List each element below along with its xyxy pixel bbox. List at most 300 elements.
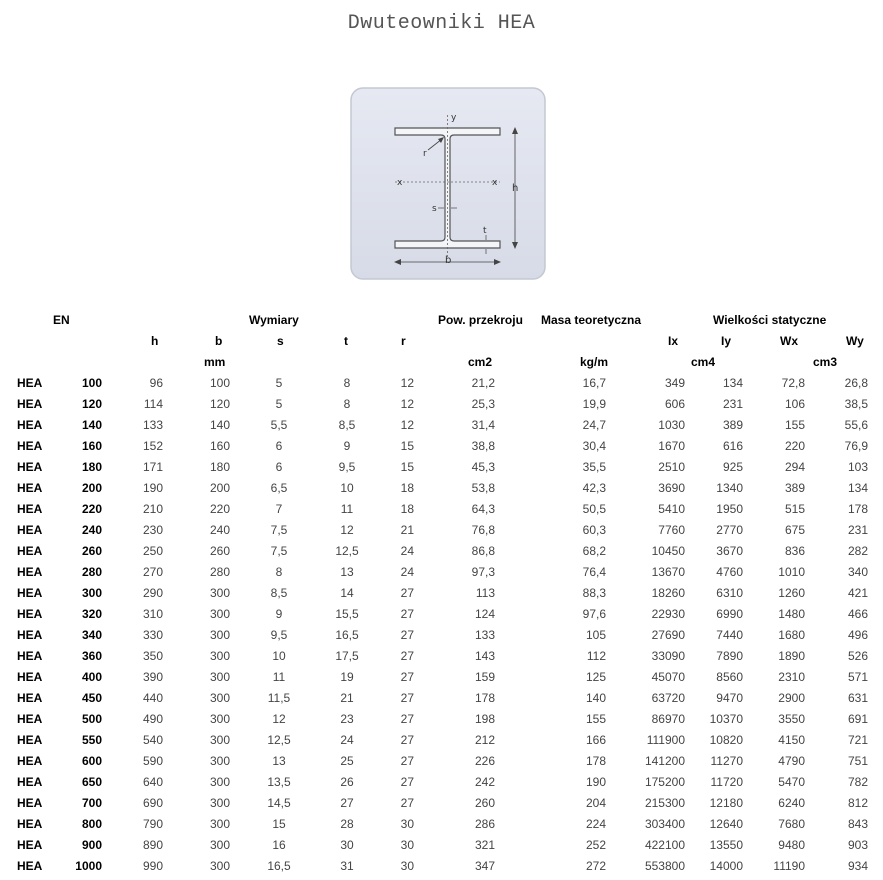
cell-iy: 14000 — [709, 859, 743, 873]
cell-en: 180 — [81, 460, 102, 474]
cell-h: 890 — [142, 838, 163, 852]
cell-r: 27 — [400, 754, 414, 768]
cell-wx: 155 — [784, 418, 805, 432]
cell-type: HEA — [17, 691, 43, 705]
cell-b: 300 — [209, 628, 230, 642]
header-wymiary: Wymiary — [249, 313, 299, 327]
cell-t: 8,5 — [338, 418, 356, 432]
cell-mass: 88,3 — [582, 586, 606, 600]
header-h: h — [151, 334, 159, 348]
table-row — [0, 733, 883, 754]
cell-t: 31 — [340, 859, 354, 873]
cell-wy: 782 — [847, 775, 868, 789]
cell-b: 300 — [209, 586, 230, 600]
cell-iy: 616 — [722, 439, 743, 453]
cell-t: 12,5 — [335, 544, 359, 558]
cell-wx: 1680 — [778, 628, 805, 642]
cell-h: 171 — [142, 460, 163, 474]
cell-h: 114 — [143, 397, 163, 411]
cell-ix: 422100 — [644, 838, 685, 852]
cell-wy: 26,8 — [844, 376, 868, 390]
header-r: r — [401, 334, 406, 348]
diagram-label-x-left: x — [397, 178, 403, 188]
cell-iy: 6310 — [716, 586, 743, 600]
cell-h: 270 — [142, 565, 163, 579]
cell-en: 700 — [81, 796, 102, 810]
cell-area: 242 — [474, 775, 495, 789]
cell-wx: 11190 — [773, 859, 805, 873]
table-row — [0, 838, 883, 859]
cell-type: HEA — [17, 418, 43, 432]
cell-h: 790 — [142, 817, 163, 831]
cell-ix: 606 — [664, 397, 685, 411]
table-row — [0, 439, 883, 460]
cell-en: 320 — [81, 607, 102, 621]
cell-t: 30 — [340, 838, 354, 852]
cell-b: 300 — [209, 775, 230, 789]
diagram-label-b: b — [445, 255, 452, 266]
cell-wx: 4790 — [778, 754, 805, 768]
cell-r: 27 — [400, 670, 414, 684]
cell-ix: 553800 — [644, 859, 685, 873]
cell-h: 330 — [142, 628, 163, 642]
cell-ix: 63720 — [651, 691, 685, 705]
cell-s: 10 — [272, 649, 286, 663]
table-row — [0, 565, 883, 586]
cell-s: 5 — [275, 397, 283, 411]
cell-area: 124 — [474, 607, 495, 621]
cell-wx: 5470 — [778, 775, 805, 789]
cell-r: 27 — [400, 733, 414, 747]
cell-r: 12 — [400, 418, 414, 432]
cell-h: 490 — [142, 712, 163, 726]
cell-en: 800 — [81, 817, 102, 831]
cell-t: 28 — [340, 817, 354, 831]
cell-b: 100 — [209, 376, 230, 390]
header-t: t — [344, 334, 348, 348]
cell-wy: 282 — [847, 544, 868, 558]
cell-wy: 466 — [847, 607, 868, 621]
diagram-label-s: s — [432, 204, 437, 214]
cell-area: 347 — [474, 859, 495, 873]
table-row — [0, 649, 883, 670]
diagram-label-r: r — [423, 149, 427, 159]
cell-mass: 272 — [585, 859, 606, 873]
cell-r: 24 — [400, 544, 414, 558]
cell-ix: 111900 — [646, 733, 685, 747]
header-unit-mm: mm — [204, 355, 226, 369]
cell-wx: 2310 — [778, 670, 805, 684]
cell-area: 178 — [474, 691, 495, 705]
cell-en: 160 — [81, 439, 102, 453]
cell-type: HEA — [17, 397, 43, 411]
cell-h: 440 — [142, 691, 163, 705]
cell-en: 900 — [81, 838, 102, 852]
cell-iy: 231 — [722, 397, 743, 411]
cell-iy: 10820 — [709, 733, 743, 747]
cell-area: 113 — [475, 586, 495, 600]
cell-h: 290 — [142, 586, 163, 600]
cell-iy: 134 — [722, 376, 743, 390]
table-row — [0, 418, 883, 439]
cell-b: 300 — [209, 691, 230, 705]
cell-type: HEA — [17, 586, 43, 600]
cell-iy: 1950 — [716, 502, 743, 516]
cell-s: 12 — [272, 712, 286, 726]
cell-h: 250 — [142, 544, 163, 558]
header-ix: Ix — [668, 334, 679, 348]
cell-r: 30 — [400, 817, 414, 831]
cell-mass: 42,3 — [582, 481, 606, 495]
cell-h: 152 — [142, 439, 163, 453]
cell-area: 133 — [474, 628, 495, 642]
table-row — [0, 628, 883, 649]
cell-iy: 8560 — [716, 670, 743, 684]
cell-b: 300 — [209, 859, 230, 873]
cell-mass: 155 — [585, 712, 606, 726]
cell-wy: 631 — [847, 691, 868, 705]
cell-area: 31,4 — [471, 418, 495, 432]
cell-wy: 38,5 — [844, 397, 868, 411]
cell-h: 350 — [142, 649, 163, 663]
cell-ix: 10450 — [651, 544, 685, 558]
cell-mass: 35,5 — [582, 460, 606, 474]
cell-h: 96 — [149, 376, 163, 390]
cell-wy: 76,9 — [844, 439, 868, 453]
cell-s: 7,5 — [270, 544, 288, 558]
cell-h: 310 — [142, 607, 163, 621]
cell-ix: 5410 — [658, 502, 685, 516]
i-beam-diagram — [350, 87, 546, 280]
cell-en: 260 — [81, 544, 102, 558]
cell-h: 540 — [142, 733, 163, 747]
cell-mass: 140 — [585, 691, 606, 705]
cell-h: 133 — [142, 418, 163, 432]
cell-wy: 934 — [847, 859, 868, 873]
table-row — [0, 859, 883, 880]
cell-b: 200 — [209, 481, 230, 495]
cell-mass: 76,4 — [582, 565, 606, 579]
header-wielkosci-statyczne: Wielkości statyczne — [713, 313, 827, 327]
cell-type: HEA — [17, 775, 43, 789]
cell-mass: 19,9 — [582, 397, 606, 411]
cell-iy: 10370 — [709, 712, 743, 726]
cell-area: 321 — [474, 838, 495, 852]
cell-area: 86,8 — [471, 544, 495, 558]
header-pow-przekroju: Pow. przekroju — [438, 313, 523, 327]
cell-s: 9 — [275, 607, 283, 621]
cell-t: 16,5 — [335, 628, 359, 642]
cell-iy: 7440 — [716, 628, 743, 642]
table-row — [0, 544, 883, 565]
cell-area: 25,3 — [471, 397, 495, 411]
cell-t: 8 — [343, 376, 351, 390]
cell-mass: 16,7 — [582, 376, 606, 390]
cell-en: 220 — [81, 502, 102, 516]
cell-r: 27 — [400, 649, 414, 663]
cell-b: 260 — [209, 544, 230, 558]
cell-ix: 215300 — [644, 796, 685, 810]
cell-ix: 141200 — [644, 754, 685, 768]
cell-area: 45,3 — [471, 460, 495, 474]
header-unit-kgm: kg/m — [580, 355, 609, 369]
cell-t: 11 — [340, 502, 354, 516]
cell-t: 8 — [343, 397, 351, 411]
cell-mass: 166 — [585, 733, 606, 747]
cell-type: HEA — [17, 670, 43, 684]
cell-r: 30 — [400, 838, 414, 852]
cell-wx: 515 — [784, 502, 805, 516]
cell-ix: 175200 — [644, 775, 685, 789]
cell-h: 190 — [142, 481, 163, 495]
cell-t: 19 — [340, 670, 354, 684]
cell-h: 640 — [142, 775, 163, 789]
cell-mass: 60,3 — [582, 523, 606, 537]
cell-en: 300 — [81, 586, 102, 600]
table-row — [0, 712, 883, 733]
cell-wy: 691 — [847, 712, 868, 726]
cell-en: 280 — [81, 565, 102, 579]
cell-type: HEA — [17, 544, 43, 558]
cell-t: 27 — [340, 796, 354, 810]
cell-en: 500 — [81, 712, 102, 726]
cell-iy: 13550 — [709, 838, 743, 852]
cell-ix: 349 — [664, 376, 685, 390]
cell-wy: 751 — [847, 754, 868, 768]
cell-wx: 3550 — [778, 712, 805, 726]
cell-iy: 925 — [722, 460, 743, 474]
cell-h: 230 — [142, 523, 163, 537]
cell-iy: 2770 — [716, 523, 743, 537]
cell-s: 7,5 — [270, 523, 288, 537]
cell-en: 650 — [81, 775, 102, 789]
cell-s: 6 — [275, 460, 283, 474]
table-row — [0, 691, 883, 712]
cell-type: HEA — [17, 712, 43, 726]
cell-h: 390 — [142, 670, 163, 684]
cell-mass: 204 — [585, 796, 606, 810]
cell-b: 300 — [209, 670, 230, 684]
diagram-label-t: t — [483, 226, 487, 236]
cell-type: HEA — [17, 607, 43, 621]
cell-type: HEA — [17, 754, 43, 768]
table-row — [0, 670, 883, 691]
cell-t: 17,5 — [335, 649, 359, 663]
cell-wx: 1890 — [778, 649, 805, 663]
cell-mass: 50,5 — [582, 502, 606, 516]
cell-type: HEA — [17, 733, 43, 747]
cell-iy: 7890 — [716, 649, 743, 663]
cell-r: 12 — [400, 397, 414, 411]
cell-wx: 294 — [784, 460, 805, 474]
cell-t: 21 — [340, 691, 354, 705]
cell-ix: 27690 — [651, 628, 685, 642]
table-row — [0, 523, 883, 544]
cell-mass: 30,4 — [582, 439, 606, 453]
cell-ix: 1670 — [658, 439, 685, 453]
cell-type: HEA — [17, 565, 43, 579]
cell-en: 360 — [81, 649, 102, 663]
page-title: Dwuteowniki HEA — [347, 12, 536, 35]
cell-t: 10 — [340, 481, 354, 495]
cell-wy: 340 — [847, 565, 868, 579]
cell-r: 27 — [400, 607, 414, 621]
cell-h: 210 — [142, 502, 163, 516]
cell-mass: 190 — [585, 775, 606, 789]
cell-ix: 2510 — [658, 460, 685, 474]
cell-type: HEA — [17, 460, 43, 474]
cell-s: 16,5 — [267, 859, 291, 873]
cell-r: 27 — [400, 796, 414, 810]
cell-type: HEA — [17, 376, 43, 390]
cell-en: 450 — [81, 691, 102, 705]
cell-r: 30 — [400, 859, 414, 873]
cell-t: 12 — [340, 523, 354, 537]
cell-s: 8,5 — [270, 586, 288, 600]
cell-ix: 13670 — [651, 565, 685, 579]
cell-wx: 2900 — [778, 691, 805, 705]
cell-ix: 33090 — [651, 649, 685, 663]
cell-wx: 1260 — [778, 586, 805, 600]
cell-s: 9,5 — [270, 628, 288, 642]
cell-mass: 97,6 — [582, 607, 606, 621]
cell-wy: 421 — [847, 586, 868, 600]
cell-t: 9 — [343, 439, 351, 453]
header-wx: Wx — [780, 334, 798, 348]
cell-h: 990 — [142, 859, 163, 873]
cell-iy: 11720 — [710, 775, 743, 789]
cell-s: 6 — [275, 439, 283, 453]
cell-t: 14 — [340, 586, 354, 600]
cell-t: 13 — [340, 565, 354, 579]
cell-area: 97,3 — [471, 565, 495, 579]
diagram-label-x-right: x — [492, 178, 498, 188]
cell-b: 300 — [209, 733, 230, 747]
cell-t: 25 — [340, 754, 354, 768]
cell-en: 100 — [81, 376, 102, 390]
cell-area: 143 — [474, 649, 495, 663]
cell-type: HEA — [17, 481, 43, 495]
cell-area: 76,8 — [471, 523, 495, 537]
table-row — [0, 754, 883, 775]
cell-t: 9,5 — [338, 460, 356, 474]
cell-r: 18 — [400, 502, 414, 516]
cell-wx: 106 — [784, 397, 805, 411]
cell-iy: 11270 — [710, 754, 743, 768]
cell-wx: 7680 — [778, 817, 805, 831]
header-unit-cm4: cm4 — [691, 355, 716, 369]
cell-r: 27 — [400, 691, 414, 705]
cell-area: 212 — [474, 733, 495, 747]
diagram-label-y: y — [451, 113, 457, 123]
cell-ix: 7760 — [658, 523, 685, 537]
cell-s: 5,5 — [270, 418, 288, 432]
cell-wy: 134 — [847, 481, 868, 495]
cell-t: 23 — [340, 712, 354, 726]
cell-iy: 6990 — [716, 607, 743, 621]
header-en: EN — [53, 313, 70, 327]
table-row — [0, 397, 883, 418]
cell-wy: 571 — [847, 670, 868, 684]
cell-en: 600 — [81, 754, 102, 768]
cell-b: 280 — [209, 565, 230, 579]
cell-s: 8 — [275, 565, 283, 579]
cell-ix: 45070 — [651, 670, 685, 684]
cell-type: HEA — [17, 796, 43, 810]
cell-type: HEA — [17, 649, 43, 663]
cell-b: 300 — [209, 754, 230, 768]
table-row — [0, 460, 883, 481]
cell-wy: 55,6 — [844, 418, 868, 432]
cell-mass: 112 — [586, 649, 606, 663]
cell-ix: 1030 — [658, 418, 685, 432]
cell-wy: 843 — [847, 817, 868, 831]
cell-iy: 12180 — [709, 796, 743, 810]
cell-r: 27 — [400, 775, 414, 789]
cell-wx: 4150 — [778, 733, 805, 747]
cell-type: HEA — [17, 838, 43, 852]
cell-b: 300 — [209, 796, 230, 810]
cell-area: 64,3 — [471, 502, 495, 516]
header-b: b — [215, 334, 223, 348]
cell-wx: 1010 — [778, 565, 805, 579]
cell-s: 11,5 — [267, 691, 291, 705]
cell-iy: 1340 — [716, 481, 743, 495]
cell-s: 7 — [275, 502, 283, 516]
cell-r: 18 — [400, 481, 414, 495]
cell-area: 286 — [474, 817, 495, 831]
cell-wx: 9480 — [778, 838, 805, 852]
cell-s: 11 — [272, 670, 286, 684]
cell-wx: 1480 — [778, 607, 805, 621]
cell-wy: 103 — [847, 460, 868, 474]
cell-area: 198 — [474, 712, 495, 726]
cell-b: 140 — [209, 418, 230, 432]
cell-b: 160 — [209, 439, 230, 453]
cell-s: 13 — [272, 754, 286, 768]
cell-mass: 178 — [585, 754, 606, 768]
cell-area: 53,8 — [471, 481, 495, 495]
cell-s: 6,5 — [270, 481, 288, 495]
cell-b: 300 — [209, 607, 230, 621]
cell-wy: 903 — [847, 838, 868, 852]
cell-en: 200 — [81, 481, 102, 495]
header-unit-cm3: cm3 — [813, 355, 838, 369]
cell-area: 159 — [474, 670, 495, 684]
cell-mass: 24,7 — [582, 418, 606, 432]
cell-area: 21,2 — [471, 376, 495, 390]
cell-r: 15 — [400, 460, 414, 474]
cell-wy: 496 — [847, 628, 868, 642]
cell-en: 550 — [81, 733, 102, 747]
cell-wx: 836 — [784, 544, 805, 558]
cell-r: 27 — [400, 628, 414, 642]
cell-en: 140 — [81, 418, 102, 432]
cell-s: 16 — [272, 838, 286, 852]
cell-type: HEA — [17, 502, 43, 516]
cell-mass: 105 — [585, 628, 606, 642]
cell-s: 14,5 — [267, 796, 291, 810]
cell-wx: 220 — [784, 439, 805, 453]
header-unit-cm2: cm2 — [468, 355, 493, 369]
cell-mass: 125 — [585, 670, 606, 684]
cell-ix: 303400 — [644, 817, 685, 831]
table-row — [0, 376, 883, 397]
cell-wx: 389 — [784, 481, 805, 495]
cell-t: 24 — [340, 733, 354, 747]
cell-area: 226 — [474, 754, 495, 768]
cell-r: 27 — [400, 586, 414, 600]
